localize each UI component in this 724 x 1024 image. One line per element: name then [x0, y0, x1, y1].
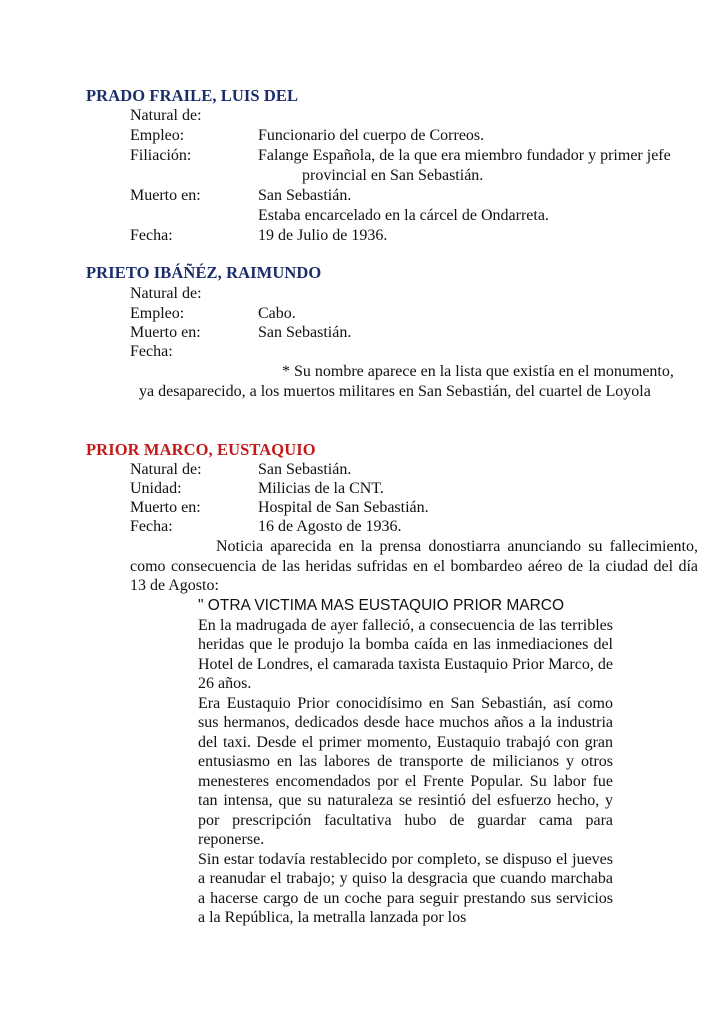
field-value: 19 de Julio de 1936.: [258, 227, 388, 244]
entry-name: PRADO FRAILE, LUIS DEL: [86, 86, 299, 105]
news-quote-paragraph: Sin estar todavía restablecido por completo, se dispuso el jueves a reanudar el trabajo; y quiso la desgracia que cuando marchaba a hacerse cargo de un coche para seguir prestando sus servicios a la República, la metralla lanzada por los: [198, 850, 613, 926]
field-label: Fecha:: [130, 343, 173, 360]
field-value: San Sebastián.: [258, 461, 352, 478]
field-label: Empleo:: [130, 127, 185, 144]
news-quote-paragraph: Era Eustaquio Prior conocidísimo en San Sebastián, así como sus hermanos, dedicados desde hace muchos años a la industria del taxi. Desde el primer momento, Eustaquio trabajó con gran entusiasmo en las labores de transporte de milicianos y otros menesteres encomendados por el Frente Popular. Su labor fue tan intensa, que su naturaleza se resintió del esfuerzo hecho, y por prescripción facultativa hubo de guardar cama para reponerse.: [198, 694, 613, 848]
entry-name: PRIETO IBÁÑÉZ, RAIMUNDO: [86, 263, 322, 282]
field-label: Muerto en:: [130, 499, 201, 516]
field-label: Unidad:: [130, 480, 182, 497]
field-label: Muerto en:: [130, 187, 201, 204]
field-value: San Sebastián.: [258, 187, 352, 204]
field-value: Milicias de la CNT.: [258, 480, 384, 497]
field-value: Estaba encarcelado en la cárcel de Ondarreta.: [258, 207, 549, 224]
news-quote-title: " OTRA VICTIMA MAS EUSTAQUIO PRIOR MARCO: [198, 597, 565, 614]
note-line: * Su nombre aparece en la lista que existía en el monumento,: [282, 363, 674, 380]
field-label: Natural de:: [130, 285, 202, 302]
field-label: Natural de:: [130, 461, 202, 478]
field-label: Fecha:: [130, 227, 173, 244]
note-line: ya desaparecido, a los muertos militares en San Sebastián, del cuartel de Loyola: [139, 383, 651, 400]
field-label: Fecha:: [130, 518, 173, 535]
field-value: 16 de Agosto de 1936.: [258, 518, 402, 535]
field-value: [258, 146, 724, 185]
field-label: Natural de:: [130, 107, 202, 124]
field-label: Filiación:: [130, 147, 192, 164]
field-value: Cabo.: [258, 305, 296, 322]
entry-name: PRIOR MARCO, EUSTAQUIO: [86, 440, 316, 459]
field-label: Empleo:: [130, 305, 185, 322]
news-intro-paragraph: Noticia aparecida en la prensa donostiarra anunciando su fallecimiento, como consecuencia de las heridas sufridas en el bombardeo aéreo de la ciudad del día 13 de Agosto:: [130, 538, 698, 594]
field-value: Funcionario del cuerpo de Correos.: [258, 127, 485, 144]
field-label: Muerto en:: [130, 324, 201, 341]
news-quote-paragraph: En la madrugada de ayer falleció, a consecuencia de las terribles heridas que le produjo la bomba caída en las inmediaciones del Hotel de Londres, el camarada taxista Eustaquio Prior Marco, de 26 años.: [198, 616, 613, 692]
field-value: San Sebastián.: [258, 324, 352, 341]
field-value: Hospital de San Sebastián.: [258, 499, 429, 516]
news-quote: [198, 596, 613, 928]
field-value-line: Falange Española, de la que era miembro fundador y primer jefe: [258, 147, 671, 164]
field-value-continuation: provincial en San Sebastián.: [302, 166, 484, 184]
